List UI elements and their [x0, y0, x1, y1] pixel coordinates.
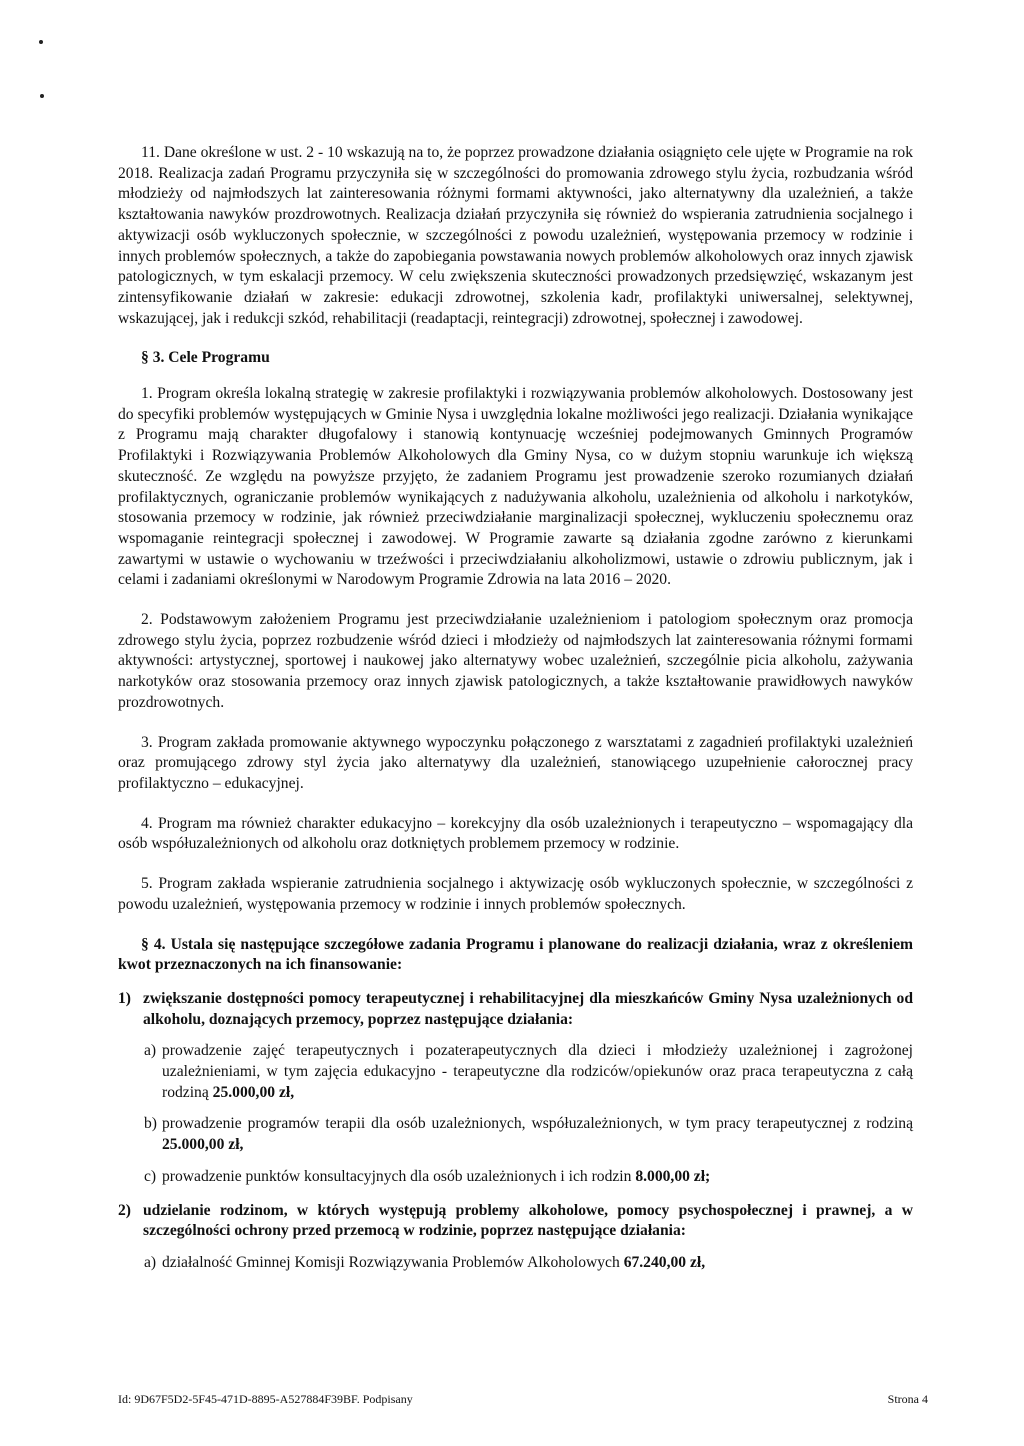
- task-item-1-number: 1): [118, 989, 131, 1007]
- section-3-paragraph-3: 3. Program zakłada promowanie aktywnego wypoczynku połączonego z warsztatami z zagadnień profilaktyki uzależnień oraz promującego zdrowy styl życia jako alternatywy dla uzależnień, stanowiącego uzupełnienie całorocznej pracy profilaktyczno – edukacyjnej.: [118, 733, 913, 792]
- task-item-1a-amount: 25.000,00 zł,: [212, 1083, 295, 1101]
- task-item-2-text: udzielanie rodzinom, w których występują problemy alkoholowe, pomocy psychospołecznej i prawnej, a w szczególności ochrony przed przemocą w rodzinie, poprzez następujące działania:: [143, 1201, 913, 1240]
- scan-speck: [40, 94, 44, 98]
- section-3-paragraph-1: 1. Program określa lokalną strategię w zakresie profilaktyki i rozwiązywania problemów alkoholowych. Dostosowany jest do specyfiki problemów występujących w Gminie Nysa i uwzględnia lokalne możliwości jego realizacji. Działania wynikające z Programu mają charakter długofalowy i stanowią kontynuację wcześniej podejmowanych Gminnych Programów Profilaktyki i Rozwiązywania Problemów Alkoholowych dla Gminy Nysa, co w dużym stopniu warunkuje ich większą skuteczność. Ze względu na powyższe przyjęto, że zadaniem Programu jest prowadzenie szeroko rozumianych działań profilaktycznych, ograniczanie problemów wynikających z nadużywania alkoholu, uzależnienia od alkoholu i narkotyków, stosowania przemocy w rodzinie, jak również przeciwdziałanie marginalizacji społecznej, wykluczeniu społecznemu oraz wspomaganie reintegracji społecznej i zawodowej. W Programie zawarte są działania zgodne zarówno z kierunkami zawartymi w ustawie o wychowaniu w trzeźwości i przeciwdziałaniu alkoholizmowi, ustawie o zdrowiu publicznym, jak i celami i zadaniami określonymi w Narodowym Programie Zdrowia na lata 2016 – 2020.: [118, 385, 913, 589]
- task-item-1c-text: prowadzenie punktów konsultacyjnych dla osób uzależnionych i ich rodzin: [162, 1167, 632, 1185]
- section-3-paragraph-4: 4. Program ma również charakter edukacyjno – korekcyjny dla osób uzależnionych i terapeutyczno – wspomagający dla osób współuzależnionych od alkoholu oraz dotkniętych problemem przemocy w rodzinie.: [118, 814, 913, 853]
- scan-speck: [39, 40, 43, 44]
- task-item-2a-text: działalność Gminnej Komisji Rozwiązywania Problemów Alkoholowych: [162, 1253, 620, 1271]
- document-body: [118, 143, 913, 1274]
- task-item-1b: [144, 1114, 913, 1155]
- page-footer: [118, 1392, 928, 1406]
- task-item-1b-text: prowadzenie programów terapii dla osób uzależnionych, współuzależnionych, w tym pracy terapeutycznej z rodziną: [162, 1115, 913, 1133]
- task-item-2-number: 2): [118, 1201, 131, 1219]
- task-item-2a-body: [162, 1253, 913, 1274]
- task-item-1c-body: [162, 1167, 913, 1188]
- paragraph-11: 11. Dane określone w ust. 2 - 10 wskazują na to, że poprzez prowadzone działania osiągnięto cele ujęte w Programie na rok 2018. Realizacja zadań Programu przyczyniła się w szczególności do promowania zdrowego stylu życia, rozbudzania wśród młodzieży od najmłodszych lat zainteresowania różnymi formami aktywności, jako alternatywny dla uzależnień, a także kształtowania nawyków prozdrowotnych. Realizacja działań przyczyniła się również do wspierania zatrudnienia socjalnego i aktywizacji osób wykluczonych społecznie, w szczególności z powodu uzależnień, występowania przemocy w rodzinie i innych problemów społecznych, a także do zapobiegania powstawania nowych problemów alkoholowych oraz innych zjawisk patologicznych, w tym eskalacji przemocy. W celu zwiększenia skuteczności prowadzonych przedsięwzięć, wskazanym jest zintensyfikowanie działań w zakresie: edukacji zdrowotnej, szkolenia kadr, profilaktyki uniwersalnej, selektywnej, wskazującej, jak i redukcji szkód, rehabilitacji (readaptacji, reintegracji) zdrowotnej, społecznej i zawodowej.: [118, 144, 913, 327]
- task-item-1b-amount: 25.000,00 zł,: [162, 1136, 244, 1154]
- task-item-1a-letter: a): [144, 1042, 157, 1060]
- task-item-2: [118, 1201, 913, 1242]
- task-item-1a-text: prowadzenie zajęć terapeutycznych i pozaterapeutycznych dla dzieci i młodzieży uzależnionej i zagrożonej uzależnieniami, w tym zajęcia edukacyjno - terapeutyczne dla rodziców/opiekunów oraz praca terapeutyczna z całą rodziną: [162, 1042, 913, 1101]
- section-4-heading: § 4. Ustala się następujące szczegółowe zadania Programu i planowane do realizacji działania, wraz z określeniem kwot przeznaczonych na ich finansowanie:: [118, 935, 913, 974]
- section-3-paragraph-5: 5. Program zakłada wspieranie zatrudnienia socjalnego i aktywizację osób wykluczonych społecznie, w szczególności z powodu uzależnień, występowania przemocy w rodzinie i innych problemów społecznych.: [118, 875, 913, 913]
- task-item-1a: [144, 1041, 913, 1103]
- task-item-1a-body: [162, 1041, 913, 1103]
- task-item-1: [118, 989, 913, 1030]
- task-item-2a-letter: a): [144, 1253, 157, 1271]
- task-item-1c-amount: 8.000,00 zł;: [635, 1167, 711, 1185]
- document-id: Id: 9D67F5D2-5F45-471D-8895-A527884F39BF. Podpisany: [118, 1392, 413, 1406]
- task-item-2a-amount: 67.240,00 zł,: [623, 1253, 706, 1271]
- page-number: Strona 4: [887, 1392, 928, 1406]
- section-3-paragraph-2: 2. Podstawowym założeniem Programu jest przeciwdziałanie uzależnieniom i patologiom społecznym oraz promocja zdrowego stylu życia, poprzez rozbudzenie wśród dzieci i młodzieży od najmłodszych lat zainteresowania różnymi formami aktywności: artystycznej, sportowej i naukowej jako alternatywy wobec uzależnień, szczególnie picia alkoholu, zażywania narkotyków oraz stosowania przemocy oraz innych zjawisk patologicznych, a także kształtowanie prawidłowych nawyków prozdrowotnych.: [118, 611, 913, 711]
- section-3-heading: § 3. Cele Programu: [141, 349, 270, 367]
- task-item-1c-letter: c): [144, 1167, 157, 1185]
- task-item-1b-letter: b): [144, 1115, 157, 1133]
- task-item-1-text: zwiększanie dostępności pomocy terapeutycznej i rehabilitacyjnej dla mieszkańców Gminy Nysa uzależnionych od alkoholu, doznających przemocy, poprzez następujące działania:: [143, 989, 913, 1028]
- task-item-2a: [144, 1253, 913, 1274]
- task-item-1b-body: [162, 1114, 913, 1155]
- task-item-1c: [144, 1167, 913, 1188]
